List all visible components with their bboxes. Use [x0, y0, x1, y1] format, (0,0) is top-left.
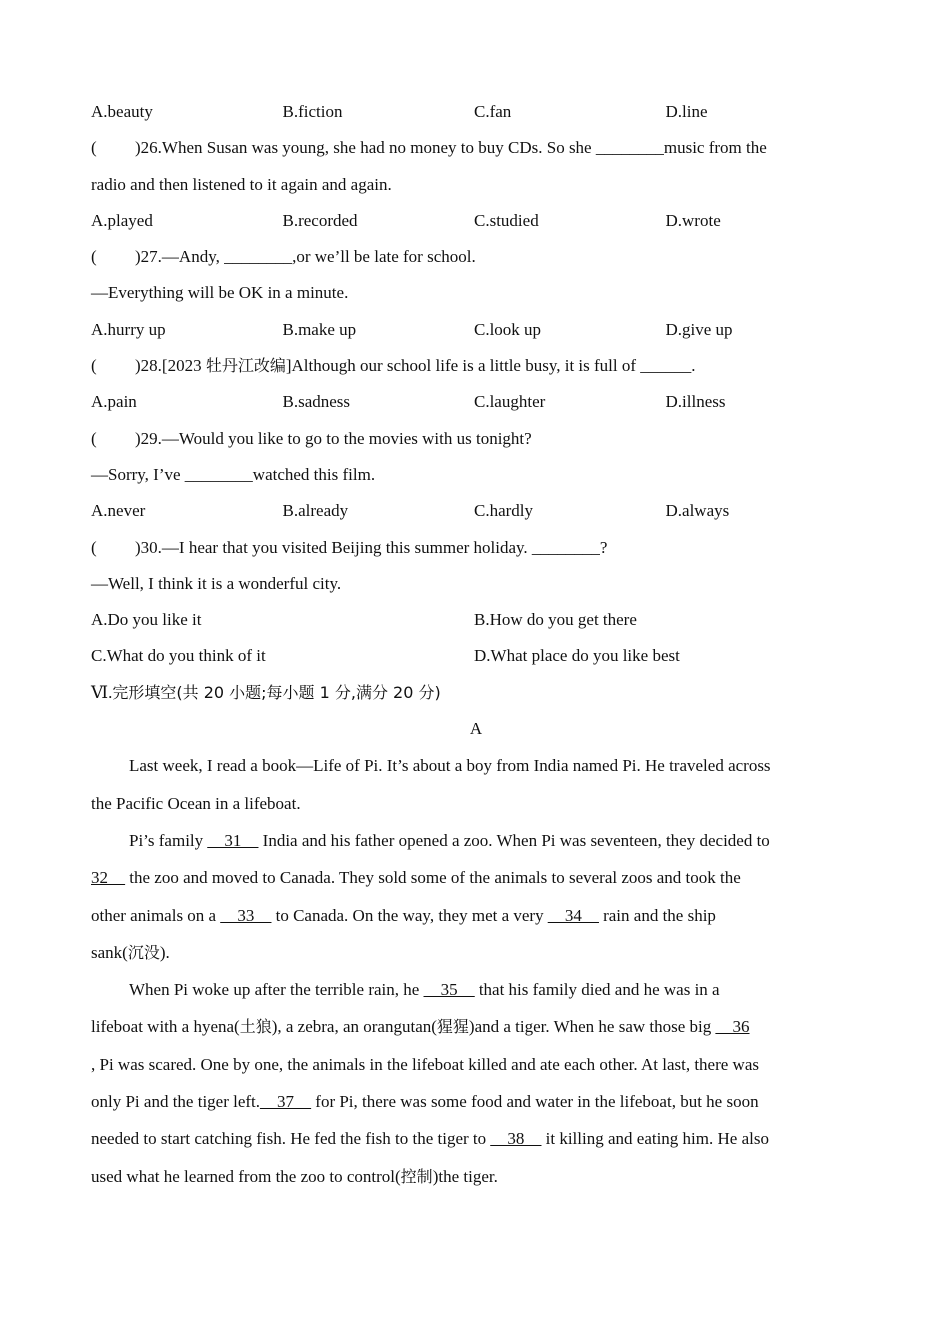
blank-34[interactable]: __34__	[547, 905, 599, 925]
q30-option-b: B.How do you get there	[474, 610, 637, 630]
q26-option-a: A.played	[91, 210, 153, 230]
text-run: it killing and eating him. He also	[541, 1129, 769, 1149]
q29-text: )29.—Would you like to go to the movies with us tonight?	[135, 428, 532, 448]
q28-text-a: )28.[2023	[135, 356, 206, 376]
q28-option-d: D.illness	[665, 392, 726, 412]
passage-p2-line4	[91, 934, 861, 971]
passage-p3-line6	[91, 1158, 861, 1195]
text-run: )and a tiger. When he saw those big	[468, 1017, 716, 1037]
q30-reply: —Well, I think it is a wonderful city.	[91, 573, 342, 593]
text-run: ), a zebra, an orangutan(	[271, 1017, 437, 1037]
text-run: used what he learned from the zoo to control(	[91, 1166, 401, 1186]
q30-option-c: C.What do you think of it	[91, 646, 266, 666]
gloss-cn: 土狼	[239, 1017, 272, 1037]
q26-stem-cont: radio and then listened to it again and again.	[91, 174, 392, 194]
q28-text-b: ]Although our school life is a little busy, it is full of ______.	[285, 356, 696, 376]
section-roman: Ⅵ.	[91, 682, 113, 702]
text-run: for Pi, there was some food and water in the lifeboat, but he soon	[311, 1092, 759, 1112]
q27-reply: —Everything will be OK in a minute.	[91, 283, 349, 303]
q26-options	[91, 203, 861, 239]
text-run: other animals on a	[91, 905, 221, 925]
q27-options	[91, 312, 861, 348]
q28-option-c: C.laughter	[474, 392, 546, 412]
q25-option-b: B.fiction	[282, 102, 343, 121]
passage-p1-line1: Last week, I read a book—Life of Pi. It’s about a boy from India named Pi. He traveled across	[129, 756, 771, 776]
q28-options	[91, 384, 861, 420]
q29-option-a: A.never	[91, 501, 146, 521]
q26-text: )26.When Susan was young, she had no money to buy CDs. So she ________music from the	[135, 138, 767, 158]
q30-option-a: A.Do you like it	[91, 610, 202, 630]
blank-36[interactable]: __36	[715, 1017, 750, 1037]
q28-option-a: A.pain	[91, 392, 137, 412]
q29-answer-paren[interactable]: (	[91, 428, 97, 448]
passage-p2-line1	[91, 822, 861, 859]
q29-option-d: D.always	[665, 501, 730, 521]
text-run: When Pi woke up after the terrible rain, he	[129, 980, 424, 1000]
q26-option-d: D.wrote	[665, 210, 721, 230]
q27-option-a: A.hurry up	[91, 319, 166, 339]
text-run: rain and the ship	[598, 905, 716, 925]
text-run: sank(	[91, 942, 128, 962]
q28-source-cn: 牡丹江改编	[205, 356, 286, 376]
q30-options-row2	[91, 638, 861, 674]
passage-p2-line2	[91, 859, 861, 896]
text-run: to Canada. On the way, they met a very	[271, 905, 548, 925]
passage-p3-line5	[91, 1120, 861, 1157]
text-run: India and his father opened a zoo. When Pi was seventeen, they decided to	[258, 830, 770, 850]
q29-options	[91, 493, 861, 529]
q26-option-b: B.recorded	[282, 210, 358, 230]
section-heading	[91, 675, 861, 711]
blank-32[interactable]: 32__	[91, 868, 125, 888]
q27-answer-paren[interactable]: (	[91, 247, 97, 267]
q30-options-row1	[91, 602, 861, 638]
worksheet-page	[91, 94, 861, 1195]
q29-option-c: C.hardly	[474, 501, 534, 521]
text-run: lifeboat with a hyena(	[91, 1017, 240, 1037]
q25-option-a: A.beauty	[91, 102, 153, 121]
passage-p1-line2: the Pacific Ocean in a lifeboat.	[91, 793, 301, 813]
q27-text: )27.—Andy, ________,or we’ll be late for school.	[135, 247, 476, 267]
q26-answer-paren[interactable]: (	[91, 138, 97, 158]
q27-stem	[91, 239, 861, 275]
passage-p3-line3: , Pi was scared. One by one, the animals in the lifeboat killed and ate each other. At last, there was	[91, 1054, 759, 1074]
passage-p3-line4	[91, 1083, 861, 1120]
q30-text: )30.—I hear that you visited Beijing this summer holiday. ________?	[135, 537, 608, 557]
q27-option-d: D.give up	[665, 319, 733, 339]
gloss-cn: 沉没	[127, 942, 160, 962]
text-run: Pi’s family	[129, 830, 208, 850]
q30-answer-paren[interactable]: (	[91, 537, 97, 557]
gloss-cn: 猩猩	[436, 1017, 469, 1037]
passage-p3-line1	[91, 971, 861, 1008]
blank-33[interactable]: __33__	[220, 905, 272, 925]
blank-31[interactable]: __31__	[207, 830, 259, 850]
q28-option-b: B.sadness	[282, 392, 351, 412]
q26-option-c: C.studied	[474, 210, 539, 230]
section-title: 完形填空(共 20 小题;每小题 1 分,满分 20 分)	[112, 682, 441, 702]
gloss-cn: 控制	[400, 1166, 433, 1186]
text-run: ).	[159, 942, 170, 962]
q25-option-d: D.line	[665, 102, 708, 121]
text-run: )the tiger.	[432, 1166, 498, 1186]
passage-p3-line2	[91, 1008, 861, 1045]
q30-option-d: D.What place do you like best	[474, 646, 680, 666]
q29-stem	[91, 421, 861, 457]
blank-37[interactable]: __37__	[260, 1092, 312, 1112]
q27-option-b: B.make up	[282, 319, 357, 339]
passage-label: A	[469, 719, 483, 739]
blank-38[interactable]: __38__	[490, 1129, 542, 1149]
q28-answer-paren[interactable]: (	[91, 356, 97, 376]
blank-35[interactable]: __35__	[423, 980, 475, 1000]
text-run: the zoo and moved to Canada. They sold some of the animals to several zoos and took the	[125, 868, 741, 888]
q30-stem	[91, 530, 861, 566]
text-run: needed to start catching fish. He fed the fish to the tiger to	[91, 1129, 491, 1149]
q29-option-b: B.already	[282, 501, 349, 521]
q25-options	[91, 94, 861, 130]
q26-stem	[91, 130, 861, 166]
text-run: that his family died and he was in a	[474, 980, 720, 1000]
passage-p2-line3	[91, 897, 861, 934]
text-run: only Pi and the tiger left.	[91, 1092, 261, 1112]
q27-option-c: C.look up	[474, 319, 542, 339]
q28-stem	[91, 348, 861, 384]
q25-option-c: C.fan	[474, 102, 512, 121]
q29-reply: —Sorry, I’ve ________watched this film.	[91, 464, 376, 484]
